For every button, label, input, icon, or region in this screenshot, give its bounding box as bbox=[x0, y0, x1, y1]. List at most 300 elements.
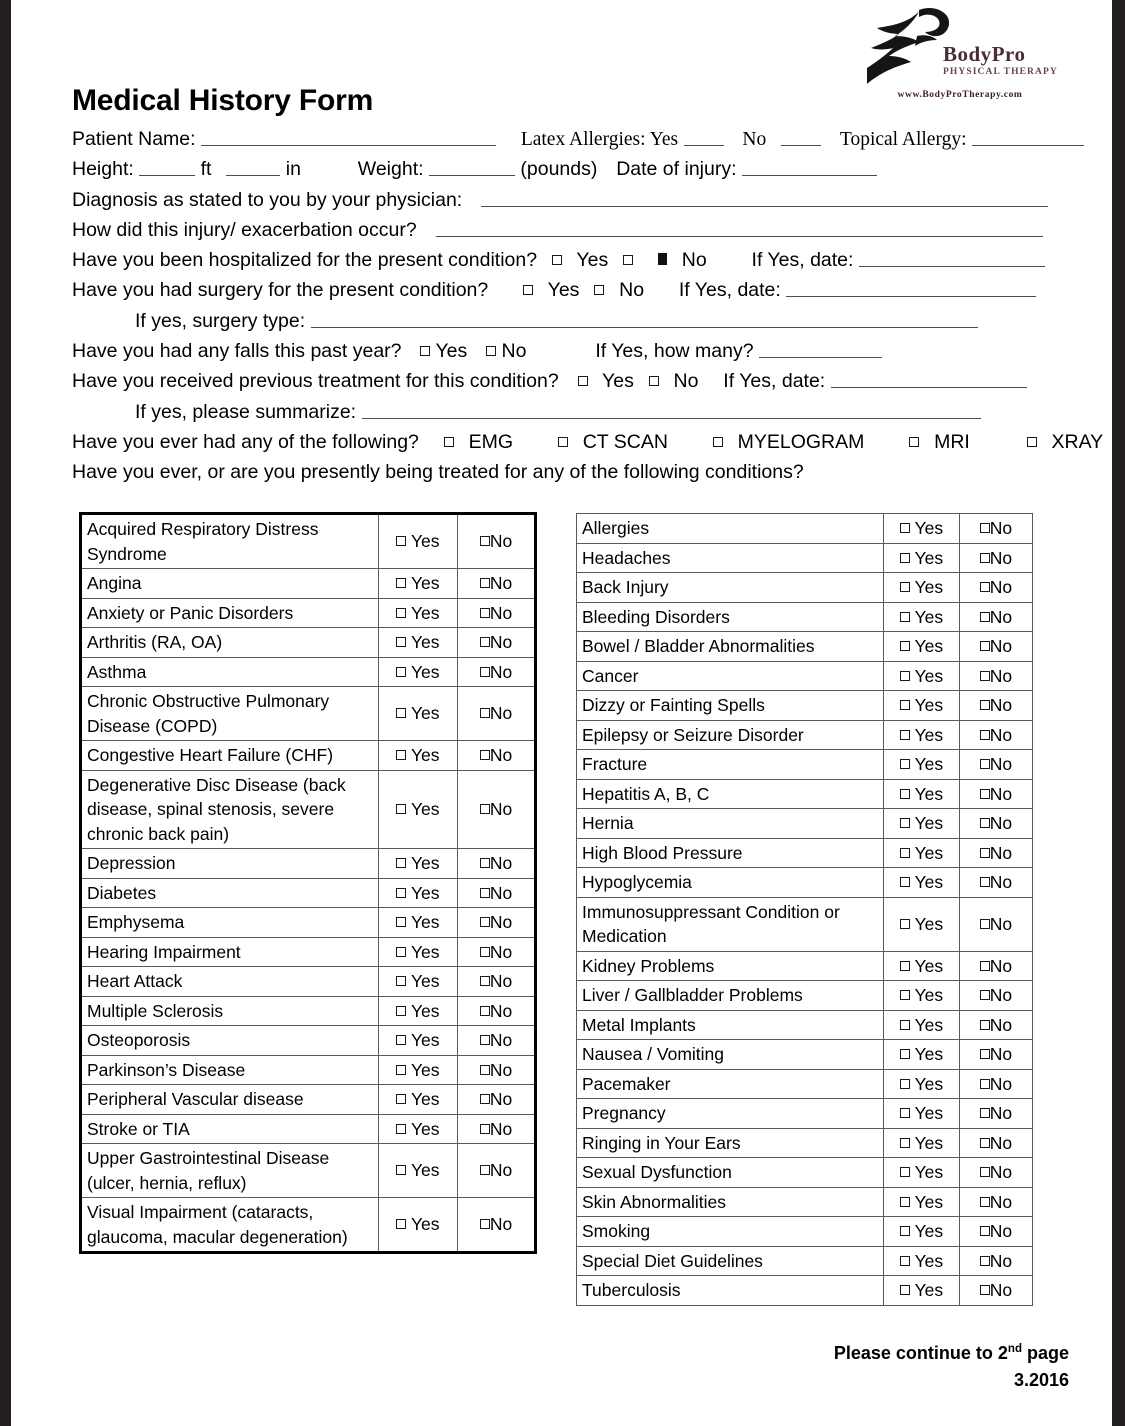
condition-no-checkbox[interactable] bbox=[480, 637, 490, 647]
condition-yes-checkbox[interactable] bbox=[396, 750, 406, 760]
condition-yes-cell[interactable] bbox=[884, 632, 960, 662]
condition-yes-cell[interactable] bbox=[884, 951, 960, 981]
condition-no-cell[interactable] bbox=[458, 657, 536, 687]
table-row bbox=[577, 868, 1033, 898]
condition-yes-cell[interactable] bbox=[884, 691, 960, 721]
condition-no-cell[interactable] bbox=[959, 838, 1032, 868]
condition-no-cell[interactable] bbox=[959, 981, 1032, 1011]
table-row bbox=[81, 1055, 536, 1085]
condition-no-cell[interactable] bbox=[458, 996, 536, 1026]
condition-yes-label: Yes bbox=[406, 1160, 440, 1181]
table-row bbox=[577, 1069, 1033, 1099]
condition-no-cell[interactable] bbox=[959, 543, 1032, 573]
condition-no-checkbox[interactable] bbox=[480, 1035, 490, 1045]
summarize-input[interactable] bbox=[362, 401, 981, 419]
condition-no-checkbox[interactable] bbox=[480, 1124, 490, 1134]
condition-yes-checkbox[interactable] bbox=[396, 804, 406, 814]
surgery-yes-checkbox[interactable] bbox=[523, 285, 533, 295]
condition-no-cell[interactable] bbox=[458, 1026, 536, 1056]
hospitalized-date-input[interactable] bbox=[859, 249, 1045, 267]
condition-no-cell[interactable] bbox=[458, 849, 536, 879]
condition-yes-checkbox[interactable] bbox=[396, 976, 406, 986]
condition-yes-checkbox[interactable] bbox=[900, 700, 910, 710]
condition-no-cell[interactable] bbox=[458, 770, 536, 849]
condition-label: Asthma bbox=[81, 657, 379, 687]
condition-no-checkbox[interactable] bbox=[480, 708, 490, 718]
condition-yes-checkbox[interactable] bbox=[396, 1124, 406, 1134]
continue-note: Please continue to 2nd page bbox=[833, 1343, 1069, 1363]
latex-allergies-no-input[interactable] bbox=[781, 128, 821, 146]
condition-yes-cell[interactable] bbox=[378, 687, 457, 741]
surgery-yes-label: Yes bbox=[547, 279, 580, 302]
condition-no-label: No bbox=[989, 813, 1013, 833]
condition-no-label: No bbox=[489, 703, 513, 724]
page-title: Medical History Form bbox=[72, 84, 374, 117]
weight-input[interactable] bbox=[429, 158, 515, 176]
condition-yes-checkbox[interactable] bbox=[900, 759, 910, 769]
condition-no-cell[interactable] bbox=[959, 602, 1032, 632]
falls-yes-checkbox[interactable] bbox=[420, 346, 430, 356]
condition-label: Congestive Heart Failure (CHF) bbox=[81, 741, 379, 771]
imaging-emg-checkbox[interactable] bbox=[444, 437, 454, 447]
condition-yes-cell[interactable] bbox=[884, 1128, 960, 1158]
condition-yes-label: Yes bbox=[910, 724, 944, 745]
hospitalized-no-checkbox-checked[interactable] bbox=[658, 253, 667, 265]
condition-no-cell[interactable] bbox=[959, 1010, 1032, 1040]
condition-yes-cell[interactable] bbox=[378, 1144, 457, 1198]
condition-no-cell[interactable] bbox=[959, 897, 1032, 951]
condition-no-label: No bbox=[489, 602, 513, 623]
condition-no-checkbox[interactable] bbox=[480, 858, 490, 868]
condition-yes-checkbox[interactable] bbox=[396, 608, 406, 618]
table-row bbox=[81, 1085, 536, 1115]
how-occur-label: How did this injury/ exacerbation occur? bbox=[72, 218, 417, 241]
condition-no-cell[interactable] bbox=[959, 809, 1032, 839]
condition-yes-cell[interactable] bbox=[378, 514, 457, 569]
condition-yes-cell[interactable] bbox=[884, 809, 960, 839]
table-row bbox=[81, 1198, 536, 1253]
condition-yes-cell[interactable] bbox=[378, 849, 457, 879]
condition-no-cell[interactable] bbox=[458, 908, 536, 938]
condition-yes-cell[interactable] bbox=[884, 602, 960, 632]
bodypro-logo bbox=[851, 4, 1069, 108]
condition-yes-checkbox[interactable] bbox=[900, 1167, 910, 1177]
condition-yes-cell[interactable] bbox=[884, 1217, 960, 1247]
condition-yes-cell[interactable] bbox=[884, 838, 960, 868]
line-surgery bbox=[72, 275, 1062, 305]
condition-no-cell[interactable] bbox=[458, 569, 536, 599]
condition-no-cell[interactable] bbox=[959, 573, 1032, 603]
condition-yes-cell[interactable] bbox=[378, 770, 457, 849]
table-row bbox=[577, 1099, 1033, 1129]
table-row bbox=[577, 514, 1033, 544]
condition-no-cell[interactable] bbox=[959, 720, 1032, 750]
condition-yes-checkbox[interactable] bbox=[396, 667, 406, 677]
falls-question-label: Have you had any falls this past year? bbox=[72, 340, 402, 363]
condition-yes-checkbox[interactable] bbox=[900, 612, 910, 622]
topical-allergy-input[interactable] bbox=[972, 128, 1084, 146]
condition-no-checkbox[interactable] bbox=[980, 1138, 990, 1148]
hospitalized-extra-checkbox[interactable] bbox=[623, 255, 633, 265]
condition-yes-checkbox[interactable] bbox=[396, 637, 406, 647]
condition-no-checkbox[interactable] bbox=[480, 608, 490, 618]
condition-yes-cell[interactable] bbox=[378, 569, 457, 599]
ordinal-suffix: nd bbox=[1007, 1343, 1022, 1355]
condition-no-checkbox[interactable] bbox=[980, 553, 990, 563]
condition-yes-label: Yes bbox=[910, 872, 944, 892]
condition-yes-cell[interactable] bbox=[884, 720, 960, 750]
condition-yes-cell[interactable] bbox=[378, 657, 457, 687]
condition-yes-cell[interactable] bbox=[884, 573, 960, 603]
condition-no-cell[interactable] bbox=[959, 514, 1032, 544]
condition-no-checkbox[interactable] bbox=[980, 789, 990, 799]
condition-no-checkbox[interactable] bbox=[480, 1094, 490, 1104]
condition-yes-cell[interactable] bbox=[378, 1114, 457, 1144]
condition-yes-checkbox[interactable] bbox=[900, 1226, 910, 1236]
condition-no-checkbox[interactable] bbox=[480, 1165, 490, 1175]
condition-no-cell[interactable] bbox=[458, 1198, 536, 1253]
condition-no-cell[interactable] bbox=[959, 632, 1032, 662]
condition-yes-checkbox[interactable] bbox=[900, 919, 910, 929]
condition-no-cell[interactable] bbox=[959, 1187, 1032, 1217]
condition-yes-checkbox[interactable] bbox=[900, 990, 910, 1000]
condition-yes-label: Yes bbox=[406, 632, 440, 652]
condition-label: Bowel / Bladder Abnormalities bbox=[577, 632, 884, 662]
topical-allergy-label: Topical Allergy: bbox=[839, 129, 967, 150]
condition-yes-cell[interactable] bbox=[378, 1085, 457, 1115]
previous-treatment-no-checkbox[interactable] bbox=[649, 376, 659, 386]
condition-no-checkbox[interactable] bbox=[980, 1197, 990, 1207]
condition-yes-checkbox[interactable] bbox=[900, 877, 910, 887]
line-how-occur bbox=[72, 215, 1062, 245]
condition-no-cell[interactable] bbox=[959, 691, 1032, 721]
condition-no-checkbox[interactable] bbox=[980, 671, 990, 681]
hospitalized-yes-checkbox[interactable] bbox=[552, 255, 562, 265]
condition-no-checkbox[interactable] bbox=[980, 1108, 990, 1118]
condition-yes-label: Yes bbox=[406, 1118, 440, 1139]
condition-yes-cell[interactable] bbox=[884, 661, 960, 691]
condition-yes-checkbox[interactable] bbox=[900, 553, 910, 563]
condition-label: Heart Attack bbox=[81, 967, 379, 997]
condition-yes-checkbox[interactable] bbox=[900, 1138, 910, 1148]
condition-yes-cell[interactable] bbox=[378, 628, 457, 658]
condition-no-label: No bbox=[489, 1030, 513, 1050]
condition-no-cell[interactable] bbox=[458, 628, 536, 658]
condition-no-cell[interactable] bbox=[959, 779, 1032, 809]
condition-no-checkbox[interactable] bbox=[980, 1285, 990, 1295]
imaging-mri-checkbox[interactable] bbox=[909, 437, 919, 447]
condition-yes-checkbox[interactable] bbox=[900, 789, 910, 799]
line-conditions-prompt bbox=[72, 457, 1062, 487]
condition-no-checkbox[interactable] bbox=[480, 976, 490, 986]
height-inches-input[interactable] bbox=[226, 158, 280, 176]
conditions-table-left-body bbox=[81, 514, 536, 1253]
falls-yes-label: Yes bbox=[435, 340, 468, 363]
condition-yes-cell[interactable] bbox=[884, 1246, 960, 1276]
condition-label: Tuberculosis bbox=[577, 1276, 884, 1306]
condition-yes-cell[interactable] bbox=[378, 741, 457, 771]
condition-no-cell[interactable] bbox=[458, 1144, 536, 1198]
patient-name-input[interactable] bbox=[201, 128, 496, 146]
condition-no-checkbox[interactable] bbox=[980, 1226, 990, 1236]
condition-yes-checkbox[interactable] bbox=[396, 1094, 406, 1104]
condition-no-cell[interactable] bbox=[458, 1114, 536, 1144]
condition-no-checkbox[interactable] bbox=[480, 917, 490, 927]
condition-yes-cell[interactable] bbox=[884, 1158, 960, 1188]
condition-no-cell[interactable] bbox=[959, 1128, 1032, 1158]
condition-yes-cell[interactable] bbox=[378, 908, 457, 938]
form-header-fields bbox=[72, 124, 1104, 488]
condition-no-checkbox[interactable] bbox=[980, 612, 990, 622]
condition-no-checkbox[interactable] bbox=[980, 990, 990, 1000]
condition-yes-checkbox[interactable] bbox=[900, 961, 910, 971]
condition-no-cell[interactable] bbox=[458, 878, 536, 908]
condition-yes-checkbox[interactable] bbox=[396, 536, 406, 546]
condition-yes-cell[interactable] bbox=[378, 1198, 457, 1253]
condition-yes-cell[interactable] bbox=[884, 1010, 960, 1040]
condition-no-checkbox[interactable] bbox=[980, 641, 990, 651]
condition-yes-checkbox[interactable] bbox=[900, 1256, 910, 1266]
condition-label: Epilepsy or Seizure Disorder bbox=[577, 720, 884, 750]
condition-no-checkbox[interactable] bbox=[980, 818, 990, 828]
condition-yes-checkbox[interactable] bbox=[396, 917, 406, 927]
condition-no-label: No bbox=[989, 754, 1013, 774]
table-row bbox=[577, 632, 1033, 662]
condition-no-cell[interactable] bbox=[458, 937, 536, 967]
condition-yes-checkbox[interactable] bbox=[900, 1020, 910, 1030]
condition-no-checkbox[interactable] bbox=[980, 1167, 990, 1177]
line-diagnosis bbox=[72, 185, 1062, 215]
condition-yes-label: Yes bbox=[910, 1221, 944, 1241]
condition-yes-label: Yes bbox=[910, 783, 944, 804]
condition-no-cell[interactable] bbox=[458, 1055, 536, 1085]
condition-no-cell[interactable] bbox=[959, 750, 1032, 780]
falls-no-checkbox[interactable] bbox=[486, 346, 496, 356]
condition-yes-checkbox[interactable] bbox=[396, 1219, 406, 1229]
condition-no-cell[interactable] bbox=[959, 951, 1032, 981]
condition-no-checkbox[interactable] bbox=[480, 578, 490, 588]
condition-yes-cell[interactable] bbox=[378, 598, 457, 628]
condition-yes-cell[interactable] bbox=[884, 779, 960, 809]
surgery-no-label: No bbox=[619, 279, 645, 302]
table-row bbox=[81, 598, 536, 628]
condition-no-label: No bbox=[489, 531, 513, 552]
condition-yes-checkbox[interactable] bbox=[900, 671, 910, 681]
condition-no-label: No bbox=[989, 1191, 1013, 1212]
height-feet-input[interactable] bbox=[139, 158, 195, 176]
table-row bbox=[81, 878, 536, 908]
condition-yes-checkbox[interactable] bbox=[900, 1049, 910, 1059]
condition-no-checkbox[interactable] bbox=[980, 848, 990, 858]
condition-no-checkbox[interactable] bbox=[480, 667, 490, 677]
condition-no-checkbox[interactable] bbox=[480, 1006, 490, 1016]
condition-yes-cell[interactable] bbox=[378, 996, 457, 1026]
condition-no-cell[interactable] bbox=[458, 514, 536, 569]
condition-yes-cell[interactable] bbox=[884, 750, 960, 780]
condition-yes-checkbox[interactable] bbox=[396, 1065, 406, 1075]
condition-label: Depression bbox=[81, 849, 379, 879]
condition-no-label: No bbox=[989, 1221, 1013, 1241]
condition-yes-checkbox[interactable] bbox=[900, 818, 910, 828]
condition-yes-cell[interactable] bbox=[378, 1055, 457, 1085]
condition-yes-checkbox[interactable] bbox=[900, 1079, 910, 1089]
condition-yes-checkbox[interactable] bbox=[900, 523, 910, 533]
condition-no-checkbox[interactable] bbox=[980, 759, 990, 769]
condition-yes-cell[interactable] bbox=[884, 1276, 960, 1306]
condition-no-checkbox[interactable] bbox=[480, 750, 490, 760]
condition-no-cell[interactable] bbox=[959, 1158, 1032, 1188]
condition-no-cell[interactable] bbox=[959, 1217, 1032, 1247]
falls-how-many-input[interactable] bbox=[759, 340, 882, 358]
condition-yes-checkbox[interactable] bbox=[396, 1165, 406, 1175]
condition-yes-cell[interactable] bbox=[884, 514, 960, 544]
condition-yes-cell[interactable] bbox=[884, 1187, 960, 1217]
date-of-injury-input[interactable] bbox=[742, 158, 877, 176]
table-row bbox=[577, 779, 1033, 809]
condition-yes-label: Yes bbox=[406, 853, 440, 873]
condition-yes-label: Yes bbox=[910, 695, 944, 715]
condition-yes-cell[interactable] bbox=[378, 1026, 457, 1056]
condition-yes-label: Yes bbox=[910, 1280, 944, 1300]
condition-yes-checkbox[interactable] bbox=[396, 947, 406, 957]
condition-no-checkbox[interactable] bbox=[980, 1079, 990, 1089]
imaging-ct-scan-checkbox[interactable] bbox=[558, 437, 568, 447]
condition-yes-label: Yes bbox=[910, 913, 944, 934]
condition-yes-cell[interactable] bbox=[884, 868, 960, 898]
condition-no-label: No bbox=[489, 882, 513, 903]
condition-yes-label: Yes bbox=[406, 799, 440, 819]
previous-treatment-yes-label: Yes bbox=[602, 370, 634, 393]
condition-no-cell[interactable] bbox=[959, 1246, 1032, 1276]
surgery-date-input[interactable] bbox=[786, 279, 1036, 297]
condition-label: Allergies bbox=[577, 514, 884, 544]
condition-yes-cell[interactable] bbox=[378, 878, 457, 908]
table-row bbox=[577, 951, 1033, 981]
condition-yes-cell[interactable] bbox=[884, 897, 960, 951]
condition-yes-cell[interactable] bbox=[884, 1069, 960, 1099]
condition-no-checkbox[interactable] bbox=[480, 947, 490, 957]
condition-no-cell[interactable] bbox=[959, 1276, 1032, 1306]
condition-yes-checkbox[interactable] bbox=[396, 708, 406, 718]
previous-treatment-yes-checkbox[interactable] bbox=[578, 376, 588, 386]
height-in-unit: in bbox=[285, 158, 301, 181]
table-row bbox=[577, 720, 1033, 750]
height-ft-unit: ft bbox=[200, 158, 212, 181]
condition-yes-label: Yes bbox=[910, 636, 944, 656]
diagnosis-input[interactable] bbox=[481, 189, 1048, 207]
condition-no-checkbox[interactable] bbox=[980, 523, 990, 533]
condition-no-checkbox[interactable] bbox=[980, 919, 990, 929]
patient-name-label: Patient Name: bbox=[72, 128, 196, 150]
condition-no-checkbox[interactable] bbox=[980, 877, 990, 887]
line-height-weight bbox=[72, 154, 1062, 184]
conditions-table-right bbox=[576, 513, 1033, 1306]
table-row bbox=[577, 573, 1033, 603]
condition-no-cell[interactable] bbox=[458, 741, 536, 771]
conditions-table-right-body bbox=[577, 514, 1033, 1306]
table-row bbox=[577, 1276, 1033, 1306]
latex-allergies-yes-input[interactable] bbox=[684, 128, 724, 146]
condition-no-label: No bbox=[989, 1044, 1013, 1064]
condition-no-checkbox[interactable] bbox=[980, 1256, 990, 1266]
condition-no-label: No bbox=[989, 606, 1013, 627]
condition-label: High Blood Pressure bbox=[577, 838, 884, 868]
condition-no-cell[interactable] bbox=[458, 967, 536, 997]
condition-no-checkbox[interactable] bbox=[480, 888, 490, 898]
condition-yes-label: Yes bbox=[910, 1014, 944, 1035]
condition-yes-label: Yes bbox=[910, 754, 944, 774]
condition-label: Back Injury bbox=[577, 573, 884, 603]
condition-yes-cell[interactable] bbox=[884, 1040, 960, 1070]
condition-yes-checkbox[interactable] bbox=[900, 730, 910, 740]
condition-yes-checkbox[interactable] bbox=[900, 1197, 910, 1207]
condition-no-checkbox[interactable] bbox=[480, 804, 490, 814]
condition-no-checkbox[interactable] bbox=[980, 1020, 990, 1030]
table-row bbox=[81, 996, 536, 1026]
condition-yes-checkbox[interactable] bbox=[900, 1285, 910, 1295]
condition-no-checkbox[interactable] bbox=[480, 536, 490, 546]
condition-yes-cell[interactable] bbox=[884, 1099, 960, 1129]
condition-yes-cell[interactable] bbox=[378, 967, 457, 997]
table-row bbox=[81, 569, 536, 599]
hospitalized-no-label: No bbox=[681, 249, 707, 272]
condition-no-cell[interactable] bbox=[458, 598, 536, 628]
condition-yes-checkbox[interactable] bbox=[396, 858, 406, 868]
logo-website-url: www.BodyProTherapy.com bbox=[897, 90, 1023, 100]
condition-yes-cell[interactable] bbox=[884, 543, 960, 573]
condition-yes-checkbox[interactable] bbox=[396, 578, 406, 588]
table-row bbox=[577, 543, 1033, 573]
condition-no-cell[interactable] bbox=[458, 1085, 536, 1115]
condition-yes-checkbox[interactable] bbox=[396, 1006, 406, 1016]
surgery-no-checkbox[interactable] bbox=[594, 285, 604, 295]
previous-treatment-no-label: No bbox=[673, 370, 699, 393]
condition-no-cell[interactable] bbox=[959, 1040, 1032, 1070]
condition-no-cell[interactable] bbox=[959, 1069, 1032, 1099]
condition-no-checkbox[interactable] bbox=[980, 961, 990, 971]
condition-no-label: No bbox=[989, 577, 1013, 597]
condition-yes-label: Yes bbox=[406, 602, 440, 623]
condition-yes-checkbox[interactable] bbox=[900, 1108, 910, 1118]
condition-no-checkbox[interactable] bbox=[980, 730, 990, 740]
condition-no-cell[interactable] bbox=[959, 868, 1032, 898]
condition-yes-checkbox[interactable] bbox=[900, 641, 910, 651]
condition-no-checkbox[interactable] bbox=[980, 700, 990, 710]
falls-how-many-label: If Yes, how many? bbox=[595, 340, 754, 363]
condition-no-cell[interactable] bbox=[959, 661, 1032, 691]
imaging-xray-checkbox[interactable] bbox=[1027, 437, 1037, 447]
previous-treatment-date-input[interactable] bbox=[831, 370, 1027, 388]
condition-yes-cell[interactable] bbox=[884, 981, 960, 1011]
table-row bbox=[81, 687, 536, 741]
condition-no-checkbox[interactable] bbox=[980, 1049, 990, 1059]
how-occur-input[interactable] bbox=[436, 219, 1043, 237]
condition-no-checkbox[interactable] bbox=[980, 582, 990, 592]
condition-no-cell[interactable] bbox=[959, 1099, 1032, 1129]
condition-yes-checkbox[interactable] bbox=[900, 848, 910, 858]
condition-no-cell[interactable] bbox=[458, 687, 536, 741]
condition-no-checkbox[interactable] bbox=[480, 1065, 490, 1075]
surgery-type-input[interactable] bbox=[311, 310, 978, 328]
condition-yes-checkbox[interactable] bbox=[396, 1035, 406, 1045]
condition-yes-checkbox[interactable] bbox=[900, 582, 910, 592]
condition-yes-checkbox[interactable] bbox=[396, 888, 406, 898]
condition-no-checkbox[interactable] bbox=[480, 1219, 490, 1229]
imaging-myelogram-checkbox[interactable] bbox=[713, 437, 723, 447]
condition-yes-cell[interactable] bbox=[378, 937, 457, 967]
condition-label: Angina bbox=[81, 569, 379, 599]
table-row bbox=[81, 1144, 536, 1198]
